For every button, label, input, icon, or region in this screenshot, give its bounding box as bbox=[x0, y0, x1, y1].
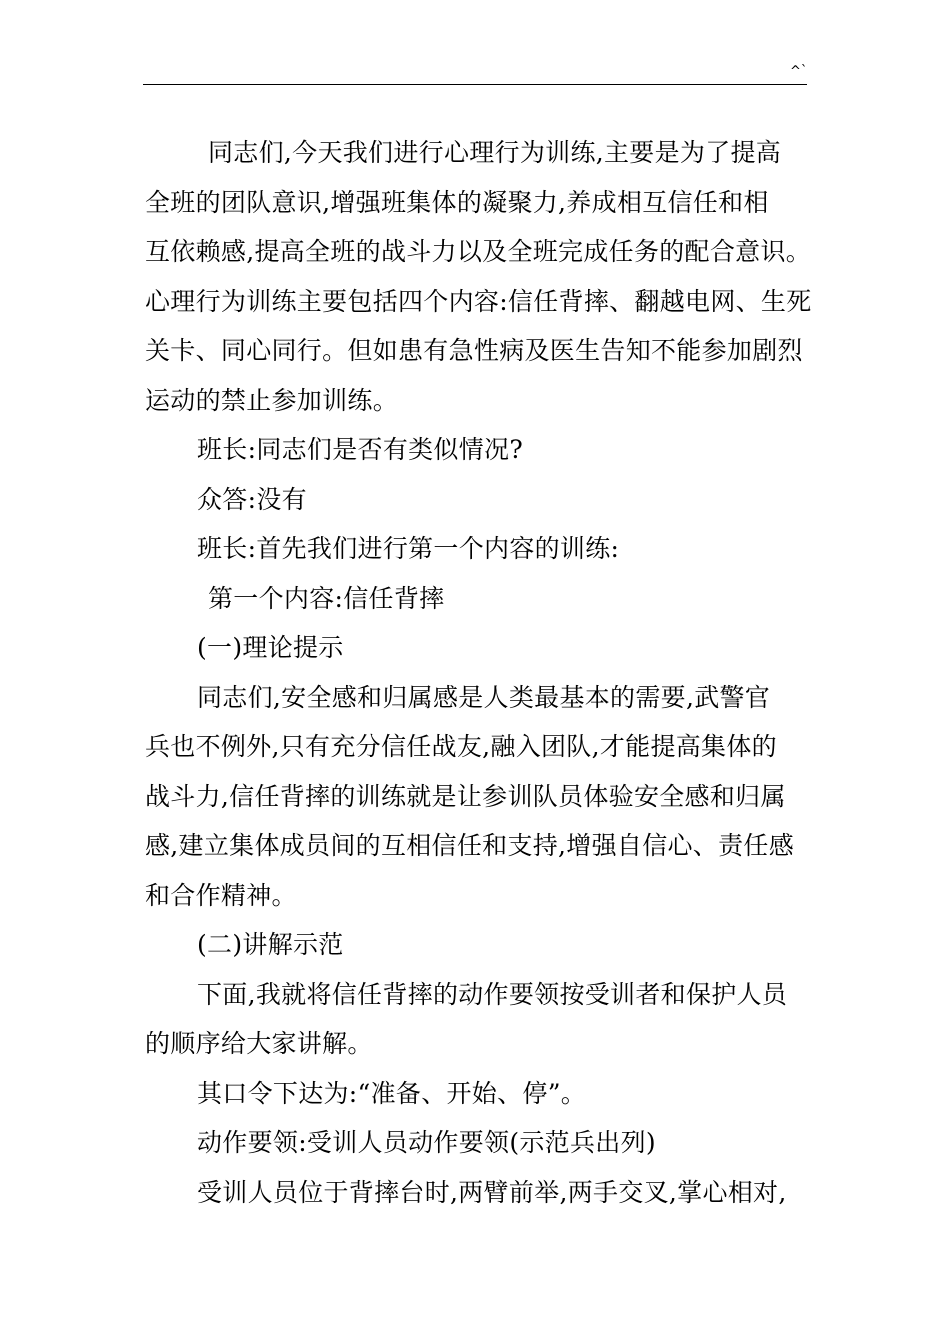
text-line: 动作要领:受训人员动作要领(示范兵出列) bbox=[197, 1128, 656, 1157]
text-line: 运动的禁止参加训练。 bbox=[145, 385, 399, 415]
text-line: 其口令下达为:“准备、开始、停”。 bbox=[197, 1078, 587, 1108]
text-line: 众答:没有 bbox=[197, 484, 307, 514]
document-body bbox=[145, 128, 825, 1217]
text-line: 战斗力,信任背摔的训练就是让参训队员体验安全感和归属 bbox=[145, 781, 786, 811]
text-line: 同志们,今天我们进行心理行为训练,主要是为了提高 bbox=[208, 138, 782, 167]
subsection-heading: (一)理论提示 bbox=[197, 633, 344, 662]
text-line: 全班的团队意识,增强班集体的凝聚力,养成相互信任和相 bbox=[145, 187, 769, 217]
text-line: 下面,我就将信任背摔的动作要领按受训者和保护人员 bbox=[197, 979, 788, 1009]
text-line: 受训人员位于背摔台时,两臂前举,两手交叉,掌心相对, bbox=[197, 1177, 787, 1207]
text-line: 班长:同志们是否有类似情况? bbox=[197, 435, 524, 464]
text-line: 同志们,安全感和归属感是人类最基本的需要,武警官 bbox=[197, 682, 771, 712]
text-line: 班长:首先我们进行第一个内容的训练: bbox=[197, 534, 620, 563]
section-heading: 第一个内容:信任背摔 bbox=[208, 583, 445, 613]
text-line: 互依赖感,提高全班的战斗力以及全班完成任务的配合意识。 bbox=[145, 237, 812, 266]
header-mark: ^` bbox=[790, 64, 808, 79]
text-line: 心理行为训练主要包括四个内容:信任背摔、翻越电网、生死 bbox=[145, 286, 812, 316]
text-line: 和合作精神。 bbox=[145, 880, 297, 910]
text-line: 的顺序给大家讲解。 bbox=[145, 1029, 373, 1058]
text-line: 关卡、同心同行。但如患有急性病及医生告知不能参加剧烈 bbox=[145, 336, 803, 365]
header-rule bbox=[143, 84, 807, 85]
text-line: 兵也不例外,只有充分信任战友,融入团队,才能提高集体的 bbox=[145, 732, 777, 761]
text-line: 感,建立集体成员间的互相信任和支持,增强自信心、责任感 bbox=[145, 831, 794, 860]
subsection-heading: (二)讲解示范 bbox=[197, 930, 344, 959]
